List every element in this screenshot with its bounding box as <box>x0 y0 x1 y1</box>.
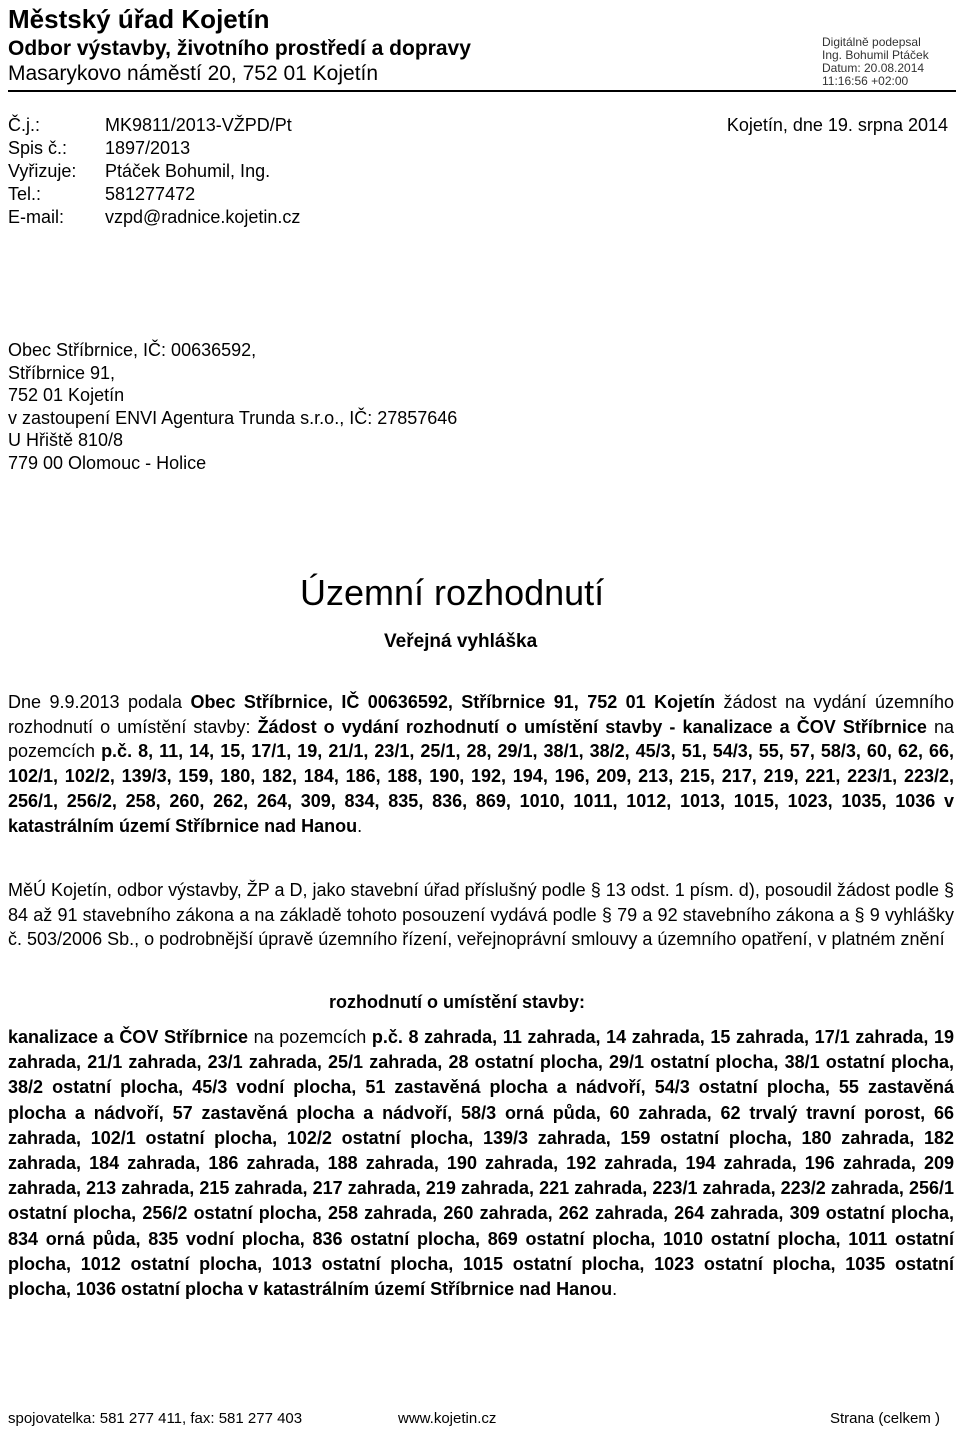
meta-label: Č.j.: <box>8 115 41 135</box>
section-sign: § <box>854 904 865 925</box>
signature-line: Datum: 20.08.2014 <box>822 61 925 75</box>
org-address: Masarykovo náměstí 20, 752 01 Kojetín <box>8 62 379 85</box>
recipient-line: 752 01 Kojetín <box>8 385 125 406</box>
section-sign: § <box>601 904 612 925</box>
recipient-line: U Hřiště 810/8 <box>8 430 124 451</box>
meta-label: Vyřizuje: <box>8 161 77 181</box>
digital-signature <box>822 36 952 88</box>
parcel-list: p.č. 8, 11, 14, 15, 17/1, 19, 21/1, 23/1, 25/1, 28, 29/1, 38/1, 38/2, 45/3, 51, 54/3, 55, 57, 58/3, 60, 62, 66, 102/1, 102/2, 139/3, 159, 180, 182, 184, 186, 188, 190, 192, 194, 196, 209, 213, 215, 217, 219, 221, 223/1, 223/2, 256/1, 256/2, 258, 260, 262, 264, 309, 834, 835, 836, 869, 1010, 1011, 1012, 1013, 1015, 1023, 1035, 1036 v katastrálním území Stříbrnice nad Hanou <box>8 741 954 836</box>
paragraph-decision <box>8 1025 954 1302</box>
meta-label: Tel.: <box>8 184 42 204</box>
applicant-name: Obec Stříbrnice, IČ 00636592, Stříbrnice 91, 752 01 Kojetín <box>190 692 716 712</box>
text-run: 13 odst. 1 písm. d), posoudil žádost podle <box>600 880 944 900</box>
signature-line: Ing. Bohumil Ptáček <box>822 48 929 62</box>
document-subtitle: Veřejná vyhláška <box>384 631 538 652</box>
signature-line: Digitálně podepsal <box>822 35 921 49</box>
meta-value: Ptáček Bohumil, Ing. <box>105 161 271 181</box>
paragraph-legal-basis <box>8 878 954 952</box>
footer-page-number: Strana (celkem ) <box>829 1410 940 1427</box>
recipient-line: Obec Stříbrnice, IČ: 00636592, <box>8 340 257 360</box>
footer-web-link[interactable]: www.kojetin.cz <box>398 1410 497 1427</box>
meta-label: Spis č.: <box>8 138 68 158</box>
project-name: kanalizace a ČOV Stříbrnice <box>8 1027 248 1047</box>
meta-value: 581277472 <box>105 184 196 204</box>
project-name: Žádost o vydání rozhodnutí o umístění stavby - kanalizace a ČOV Stříbrnice <box>257 716 927 737</box>
text-run: žádost na vydání územního rozhodnutí o umístění stavby: <box>8 692 954 737</box>
section-sign: § <box>943 880 954 900</box>
footer-contact: spojovatelka: 581 277 411, fax: 581 277 403 <box>8 1410 303 1427</box>
text-run: na pozemcích <box>247 1027 372 1047</box>
text-run: 84 až 91 stavebního zákona a na základě tohoto posouzení vydává podle <box>8 904 602 925</box>
recipient-line: Stříbrnice 91, <box>8 362 116 383</box>
verdict-heading: rozhodnutí o umístění stavby: <box>329 992 586 1012</box>
recipient-line: 779 00 Olomouc - Holice <box>8 452 207 473</box>
header-rule <box>8 90 956 92</box>
text-run: . <box>612 1279 618 1300</box>
paragraph-application <box>8 690 954 838</box>
section-sign: § <box>590 880 601 900</box>
date-place: Kojetín, dne 19. srpna 2014 <box>726 115 948 135</box>
recipient-address <box>8 339 457 475</box>
text-run: na pozemcích <box>8 716 954 762</box>
meta-label: E-mail: <box>8 207 65 227</box>
email-link[interactable]: vzpd@radnice.kojetin.cz <box>105 207 301 227</box>
meta-value: MK9811/2013-VŽPD/Pt <box>105 115 292 135</box>
recipient-line: v zastoupení ENVI Agentura Trunda s.r.o., IČ: 27857646 <box>8 407 458 428</box>
document-title: Územní rozhodnutí <box>300 572 605 613</box>
meta-value: 1897/2013 <box>105 138 191 158</box>
org-name: Městský úřad Kojetín <box>8 4 270 34</box>
text-run: 9 vyhlášky č. 503/2006 Sb. <box>8 904 954 950</box>
text-run: . <box>357 815 363 836</box>
signature-line: 11:16:56 +02:00 <box>822 74 909 88</box>
text-run: MěÚ Kojetín, odbor výstavby, ŽP a D, jako stavební úřad příslušný podle <box>8 880 591 900</box>
text-run: , o podrobnější úpravě územního řízení, veřejnoprávní smlouvy a územního opatření, v platném znění <box>134 929 945 950</box>
org-department: Odbor výstavby, životního prostředí a dopravy <box>8 37 471 60</box>
parcel-list: p.č. 8 zahrada, 11 zahrada, 14 zahrada, 15 zahrada, 17/1 zahrada, 19 zahrada, 21/1 zahrada, 23/1 zahrada, 25/1 zahrada, 28 ostatní plocha, 29/1 ostatní plocha, 38/1 ostatní plocha, 38/2 ostatní plocha, 45/3 vodní plocha, 51 zastavěná plocha a nádvoří, 54/3 ostatní plocha, 55 zastavěná plocha a nádvoří, 57 zastavěná plocha a nádvoří, 58/3 orná půda, 60 zahrada, 62 trvalý travní porost, 66 zahrada, 102/1 ostatní plocha, 102/2 ostatní plocha, 139/3 zahrada, 159 ostatní plocha, 180 zahrada, 182 zahrada, 184 zahrada, 186 zahrada, 188 zahrada, 190 zahrada, 192 zahrada, 194 zahrada, 196 zahrada, 209 zahrada, 213 zahrada, 215 zahrada, 217 zahrada, 219 zahrada, 221 zahrada, 223/1 zahrada, 223/2 zahrada, 256/1 ostatní plocha, 256/2 ostatní plocha, 258 zahrada, 260 zahrada, 262 zahrada, 264 zahrada, 309 ostatní plocha, 834 orná půda, 835 vodní plocha, 836 ostatní plocha, 869 ostatní plocha, 1010 ostatní plocha, 1011 ostatní plocha, 1012 ostatní plocha, 1013 ostatní plocha, 1015 ostatní plocha, 1023 ostatní plocha, 1035 ostatní plocha, 1036 ostatní plocha v katastrálním území Stříbrnice nad Hanou <box>8 1027 955 1300</box>
text-run: Dne 9.9.2013 podala <box>8 692 191 712</box>
text-run: 79 a 92 stavebního zákona a <box>611 904 855 925</box>
